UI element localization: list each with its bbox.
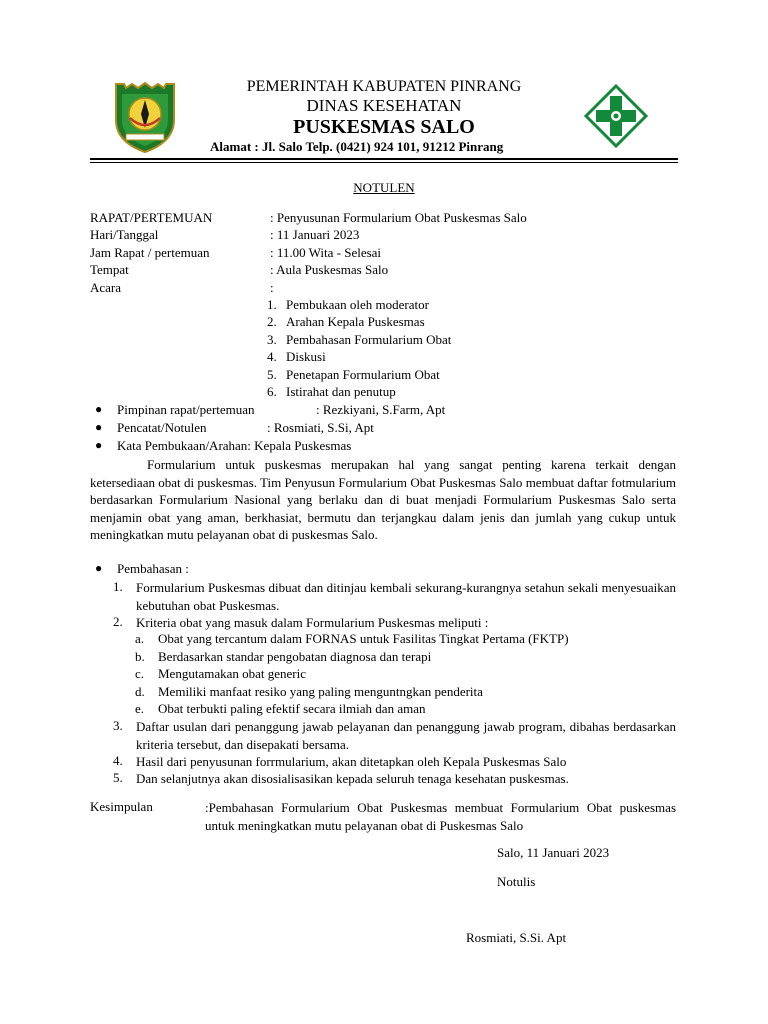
meta-label: Acara <box>90 280 122 295</box>
kop-divider-thick <box>90 158 678 160</box>
list-number: 2. <box>267 314 277 329</box>
list-text: Istirahat dan penutup <box>286 384 396 399</box>
list-text: Hasil dari penyusunan forrmularium, akan ditetapkan oleh Kepala Puskesmas Salo <box>136 754 567 769</box>
meta-label: RAPAT/PERTEMUAN <box>90 210 213 225</box>
list-number: 5. <box>113 770 123 785</box>
meta-label: Jam Rapat / pertemuan <box>90 245 210 260</box>
signature-place-date: Salo, 11 Januari 2023 <box>497 845 610 860</box>
bullet-dot-icon: ● <box>95 561 103 575</box>
kop-address: Alamat : Jl. Salo Telp. (0421) 924 101, 91212 Pinrang <box>210 139 504 154</box>
list-number: 3. <box>267 332 277 347</box>
document-title: NOTULEN <box>353 180 415 195</box>
meta-label: Hari/Tanggal <box>90 227 159 242</box>
list-text: Obat yang tercantum dalam FORNAS untuk Fasilitas Tingkat Pertama (FKTP) <box>158 631 569 646</box>
list-text: Kriteria obat yang masuk dalam Formularium Puskesmas meliputi : <box>136 615 489 630</box>
list-number: 3. <box>113 718 123 733</box>
kop-line-2: DINAS KESEHATAN <box>306 96 462 115</box>
list-text: Formularium Puskesmas dibuat dan ditinjau kembali sekurang-kurangnya setahun sekali menyesuaikan kebutuhan obat Puskesmas. <box>136 580 676 613</box>
list-number: 2. <box>113 614 123 629</box>
kesimpulan-label: Kesimpulan <box>90 799 153 814</box>
list-number: 4. <box>267 349 277 364</box>
list-text: Berdasarkan standar pengobatan diagnosa dan terapi <box>158 649 432 664</box>
list-text: Diskusi <box>286 349 326 364</box>
kop-line-3: PUSKESMAS SALO <box>293 116 475 138</box>
list-letter: e. <box>135 701 145 716</box>
kop-line-1: PEMERINTAH KABUPATEN PINRANG <box>246 78 522 95</box>
bullet-dot-icon: ● <box>95 420 103 434</box>
meta-value: : <box>270 280 274 295</box>
list-text: Dan selanjutnya akan disosialisasikan kepada seluruh tenaga kesehatan puskesmas. <box>136 771 569 786</box>
bullet-dot-icon: ● <box>95 438 103 452</box>
list-text: Obat terbukti paling efektif secara ilmiah dan aman <box>158 701 426 716</box>
list-text: Pembahasan Formularium Obat <box>286 332 452 347</box>
opening-paragraph: Formularium untuk puskesmas merupakan hal yang sangat penting karena terkait dengan ketersediaan obat di puskesmas. Tim Penyusun Formularium Obat Puskesmas Salo membuat daftar fotmularium berdasarkan Formularium Nasional yang berlaku dan di buat menjadi Formularium Puskesmas Salo serta menjamin obat yang aman, berkhasiat, bermutu dan terjangkau dalam jenis dan jumlah yang cukup untuk meningkatkan mutu pelayanan obat di puskesmas Salo. <box>90 457 676 542</box>
list-letter: d. <box>135 684 145 699</box>
kop-divider-thin <box>90 162 678 163</box>
list-letter: c. <box>135 666 145 681</box>
list-text: Memiliki manfaat resiko yang paling menguntngkan penderita <box>158 684 483 699</box>
bullet-value: : Rezkiyani, S.Farm, Apt <box>316 402 446 417</box>
bullet-value: : Rosmiati, S.Si, Apt <box>267 420 374 435</box>
signature-role: Notulis <box>497 874 536 889</box>
list-text: Daftar usulan dari penanggung jawab pelayanan dan penanggung jawab program, dibahas berdasarkan kriteria tersebut, dan disepakati bersama. <box>136 719 676 752</box>
list-text: Mengutamakan obat generic <box>158 666 306 681</box>
list-letter: a. <box>135 631 145 646</box>
bullet-label: Kata Pembukaan/Arahan: Kepala Puskesmas <box>117 438 352 453</box>
list-number: 6. <box>267 384 277 399</box>
kesimpulan-text: :Pembahasan Formularium Obat Puskesmas membuat Formularium Obat puskesmas untuk meningkatkan mutu pelayanan obat di Puskesmas Salo <box>205 800 676 833</box>
signature-name: Rosmiati, S.Si. Apt <box>466 930 567 945</box>
pembahasan-label: Pembahasan : <box>117 561 189 576</box>
list-number: 1. <box>113 579 123 594</box>
list-number: 4. <box>113 753 123 768</box>
list-text: Pembukaan oleh moderator <box>286 297 429 312</box>
meta-value: : Aula Puskesmas Salo <box>270 262 389 277</box>
list-text: Arahan Kepala Puskesmas <box>286 314 425 329</box>
meta-value: : 11.00 Wita - Selesai <box>270 245 382 260</box>
list-number: 1. <box>267 297 277 312</box>
list-letter: b. <box>135 649 145 664</box>
meta-value: : Penyusunan Formularium Obat Puskesmas Salo <box>270 210 527 225</box>
meta-label: Tempat <box>90 262 129 277</box>
meta-value: : 11 Januari 2023 <box>270 227 360 242</box>
bullet-label: Pimpinan rapat/pertemuan <box>117 402 255 417</box>
bullet-dot-icon: ● <box>95 402 103 416</box>
bullet-label: Pencatat/Notulen <box>117 420 207 435</box>
list-text: Penetapan Formularium Obat <box>286 367 440 382</box>
list-number: 5. <box>267 367 277 382</box>
